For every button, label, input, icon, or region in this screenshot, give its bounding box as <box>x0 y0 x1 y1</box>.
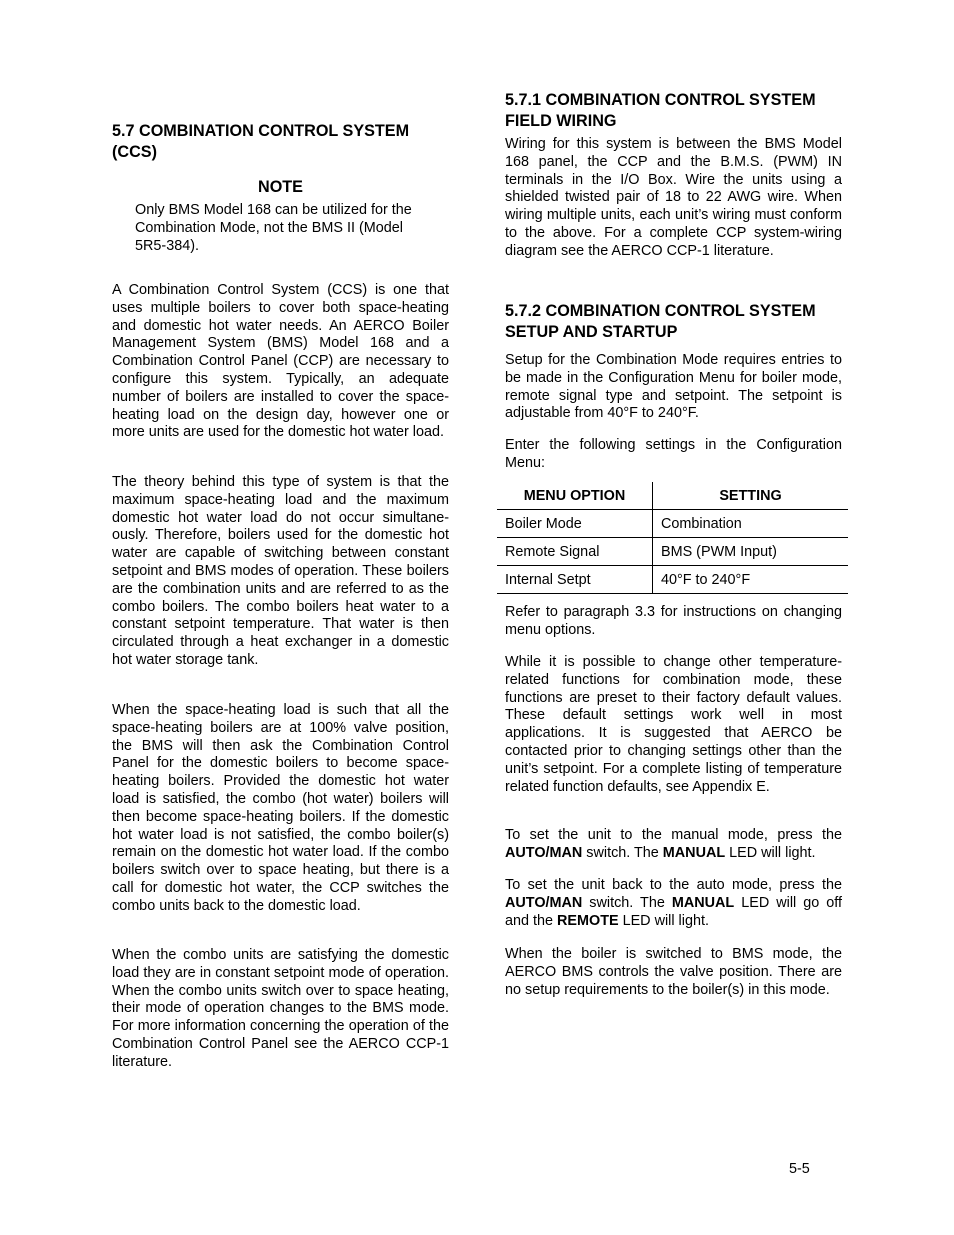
cell-option: Boiler Mode <box>497 510 653 538</box>
paragraph-manual-mode: To set the unit to the manual mode, press the AUTO/MAN switch. The MANUAL LED will light. <box>505 827 842 861</box>
note-body: Only BMS Model 168 can be utilized for the Combination Mode, not the BMS II (Model 5R5-384). <box>135 202 412 254</box>
paragraph: The theory behind this type of system is that the maximum space-heating load and the maximum domestic hot water load do not occur simultane-ously. Therefore, boilers used for the domestic hot water are capable of switching between constant setpoint and BMS modes of operation. These boilers are the combination units and are referred to as the combo boilers. The combo boilers heat water to a constant setpoint temperature. That water is then circulated through a heat exchanger in a domestic hot water storage tank. <box>112 474 449 668</box>
paragraph: When the combo units are satisfying the domestic load they are in constant setpoint mode of operation. When the combo units switch over to space heating, their mode of operation changes to the BMS mode. For more information concerning the operation of the Combination Control Panel see the AERCO CCP-1 literature. <box>112 947 449 1070</box>
manual-label: MANUAL <box>662 844 726 861</box>
table-row <box>497 510 848 538</box>
paragraph: Wiring for this system is between the BMS Model 168 panel, the CCP and the B.M.S. (PWM) IN terminals in the I/O Box. Wire the units using a shielded twisted pair of 18 to 22 AWG wire. When wiring multiple units, each unit’s wiring must conform to the above. For a complete CCP system-wiring diagram see the AERCO CCP-1 literature. <box>505 136 842 259</box>
auto-man-label: AUTO/MAN <box>505 844 583 861</box>
subsection-heading-setup: 5.7.2 COMBINATION CONTROL SYSTEM SETUP AND STARTUP <box>505 302 816 341</box>
table-row <box>497 538 848 566</box>
header-menu-option: MENU OPTION <box>497 482 653 510</box>
note-title: NOTE <box>258 178 303 196</box>
paragraph: Enter the following settings in the Configuration Menu: <box>505 437 842 471</box>
cell-setting: 40°F to 240°F <box>653 566 849 594</box>
cell-setting: Combination <box>653 510 849 538</box>
paragraph: A Combination Control System (CCS) is one that uses multiple boilers to cover both space-heating and domestic hot water needs. An AERCO Boiler Management System (BMS) Model 168 and a Combination Control Panel (CCP) are necessary to configure this system. Typically, an adequate number of boilers are installed to cover the space-heating load on the design day, however one or more units are used for the domestic hot water load. <box>112 282 449 441</box>
settings-table <box>497 482 848 594</box>
section-heading: 5.7 COMBINATION CONTROL SYSTEM (CCS) <box>112 122 410 161</box>
paragraph: Setup for the Combination Mode requires entries to be made in the Configuration Menu for boiler mode, remote signal type and setpoint. The setpoint is adjustable from 40°F to 240°F. <box>505 352 842 422</box>
cell-option: Internal Setpt <box>497 566 653 594</box>
table-header-row <box>497 482 848 510</box>
table-row <box>497 566 848 594</box>
header-setting: SETTING <box>719 487 782 504</box>
manual-label: MANUAL <box>671 894 735 911</box>
paragraph-auto-mode: To set the unit back to the auto mode, press the AUTO/MAN switch. The MANUAL LED will go off and the REMOTE LED will light. <box>505 877 843 929</box>
subsection-heading-field-wiring: 5.7.1 COMBINATION CONTROL SYSTEM FIELD WIRING <box>505 91 816 130</box>
cell-setting: BMS (PWM Input) <box>653 538 849 566</box>
paragraph: When the space-heating load is such that all the space-heating boilers are at 100% valve position, the BMS will then ask the Combination Control Panel for the domestic boilers to become space-heating boilers. Provided the domestic hot water load is satisfied, the combo (hot water) boilers will then become space-heating boilers. If the domestic hot water load is not satisfied, the combo boiler(s) remain on the domestic hot water load. If the combo boilers switch over to space heating, but there is a call for domestic hot water, the CCP switches the combo units back to the domestic load. <box>112 702 449 914</box>
auto-man-label: AUTO/MAN <box>505 894 583 911</box>
page-number: 5-5 <box>789 1161 810 1177</box>
remote-label: REMOTE <box>557 912 619 929</box>
paragraph: While it is possible to change other temperature-related functions for combination mode, these functions are preset to their factory default values. These default settings work well in most applications. It is suggested that AERCO be contacted prior to changing settings other than the unit’s setpoint. For a complete listing of temperature related function defaults, see Appendix E. <box>505 654 842 795</box>
paragraph: When the boiler is switched to BMS mode, the AERCO BMS controls the valve position. There are no setup requirements to the boiler(s) in this mode. <box>505 946 842 998</box>
paragraph: Refer to paragraph 3.3 for instructions on changing menu options. <box>505 604 842 638</box>
cell-option: Remote Signal <box>497 538 653 566</box>
